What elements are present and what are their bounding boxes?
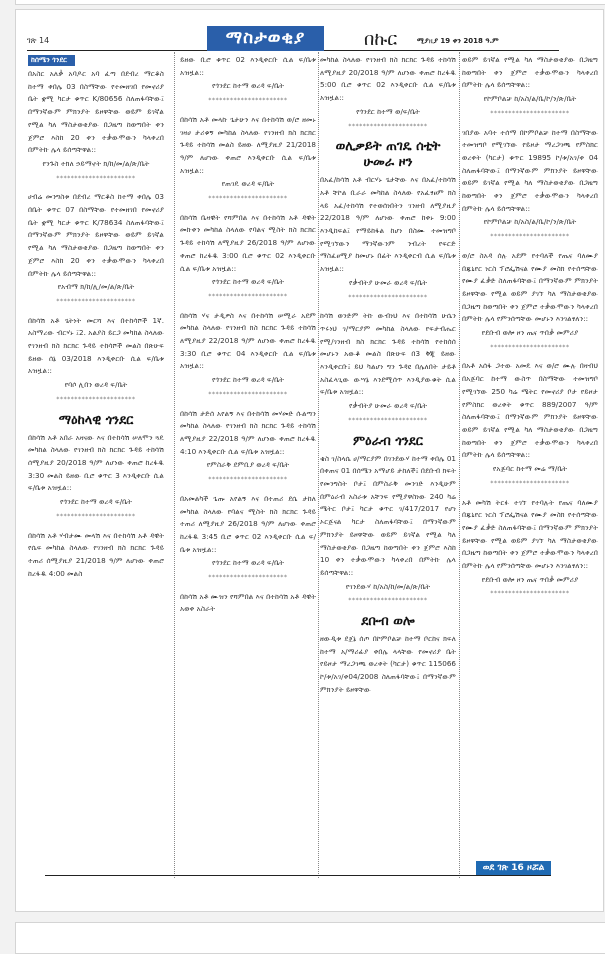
notice-signature: የጎንደር ከተማ ወረዳ ፍ/ቤት [212, 81, 284, 91]
notice-body: በከሳሽ ታድሰ አየልኝ እና በተከሳሽ መሃመድ ሱልጣን መካከል ስላለው የገንዘብ ክስ ክርክር ጉዳይ ተከሳሽ ለሚያዚያ 22/2018 ዓ/ም ለሆነው ቀጠሮ ከረፋዱ 4:10 እንዲቀርቡ ሲል ፍ/ቤቱ አዝዟል:: [180, 408, 316, 456]
notice-signature: የኮምቦልቻ ከ/አስ/ል/ቤ/ኮ/ን/ጽ/ቤት [483, 94, 577, 104]
notice-body: ወይም ይገኛል የሚል ካለ ማስታወቂያው በጋዜጣ ከወጣበት ቀን ጀምሮ ተቃውሞውን ካላቀረበ በምትኩ ሌላ ይሰጣቸዋል:: [462, 55, 598, 90]
separator-stars: ********************** [348, 416, 428, 424]
separator-stars: ********************** [348, 597, 428, 605]
separator-stars: ********************** [208, 292, 288, 300]
page-number: ገጽ 14 [27, 36, 50, 45]
notice [28, 68, 164, 185]
notice-body: በአስር አለቃ አባዶር አባ ፈጣ በደብረ ማርቆስ ከተማ ቀበሌ 03 በስማቸው የተመዘገበ የመኖሪያ ቤት ቋሚ ካርታ ቁጥር K/80656 ስለጠፋባቸው፤ በማንኛውም ምክንያት ይዞዋቸው ወይም ይገኛል የሚል ካለ ማስታወቂያው በጋዜጣ ከወጣበት ቀን ጀምሮ እስከ 20 ቀን ተቃውሞውን ካላቀረበ በምትኩ ሌላ ይሰጣቸዋል:: [28, 69, 164, 155]
notice-body: ከሳሽ ወንድም ትኩ ውብነህ እና በተከሳሽ ሁሴን ጥሩነህ ገ/ማርያም መካከል ስላለው የፍታብሔር የሚ/ገንዘብ ክስ ክርክር ጉዳይ ተከሳሽ የተከሰሰ መሆኑን አውቆ መልስ በጽሁፍ በ3 ቅጂ ይዘው እንዲቀርቡ፤ ይህ ካልሆነ ግን ጉዳዩ በሌለበት ታይቶ አስፈላጊው ውሣኔ እንደሚሰጥ እንዲያውቁት ሲል ፍ/ቤቱ አዝዟል:: [320, 311, 456, 397]
notice-signature: የገንደውሃ ከ/አስ/ከ/መ/ል/ጽ/ቤት [345, 581, 431, 591]
notice-signature: የንጉስ ተክለ ኃይማኖት ክ/ከ/መ/ል/ጽ/ቤት [42, 158, 150, 168]
notice [180, 310, 316, 402]
notice [462, 127, 598, 244]
notice-signature: የደቡብ ወሎ ዞን ጤና ጥበቃ መምሪያ [481, 328, 579, 338]
notice [320, 174, 456, 304]
notice-body: ሀብሬ መንግስቱ በደብረ ማርቆስ ከተማ ቀበሌ 03 በቤት ቁጥር 07 በስማቸው የተመዘገበ የመኖሪያ ቤት ቋሚ ካርታ ቁጥር K/78634 ስለጠፋባቸው፤ በማንኛውም ምክንያት ይዞዋቸው ወይም ይገኛል የሚል ካለ ማስታወቂያው በጋዜጣ ከወጣበት ቀን ጀምሮ እስከ 20 ቀን ተቃውሞውን ካላቀረበ በምትኩ ሌላ ይሰጣቸዋል:: [28, 192, 164, 278]
notice [180, 408, 316, 487]
footer-rule [45, 875, 551, 876]
separator-stars: ********************** [490, 590, 570, 598]
notice [320, 310, 456, 427]
separator-stars: ********************** [208, 476, 288, 484]
separator-stars: ********************** [208, 574, 288, 582]
separator-stars: ********************** [490, 109, 570, 117]
notice-body: በአመልካች ጌጡ አየልኝ እና በተጠሪ ደሴ ታከለ መካከል ስላለው የባልና ሚስት ክስ ክርክር ጉዳይ ተጠሪ ለሚያዚያ 26/2018 ዓ/ም ለሆነው ቀጠሮ ከረፋዱ 3:45 ቢሮ ቁጥር 02 እንዲቀርቡ ሲል ፍ/ቤቱ አዝዟል:: [180, 493, 316, 554]
column-3 [320, 54, 456, 872]
notice-signature: የቃብትያ ሁመራ ወረዳ ፍ/ቤት [348, 401, 428, 411]
column-divider [174, 52, 175, 878]
notice-signature: የቃብትያ ሁመራ ወረዳ ፍ/ቤት [348, 277, 428, 287]
notice-body: ገበያው አባተ ተሰማ በኮምቦልቻ ከተማ በስማቸው ተመዝግቦ የሚገኘው የይዞታ ማረጋገጫ የምስክር ወረቀት (ካርታ) ቁጥር 19895 ኮ/ቱ/አገ/ቀ 04 ስለጠፋባቸው፤ በማንኛውም ምክንያት ይዞዋቸው ወይም ይገኛል የሚል ካለ ማስታወቂያው በጋዜጣ ከወጣበት ቀን ጀምሮ ተቃውሞውን ካላቀረበ በምትኩ ሌላ ይሰጣቸዋል:: [462, 127, 598, 213]
region-heading: ወሊቃይት ጠገዴ ሰቲት ሁመራ ዞን [335, 139, 441, 171]
notice [320, 633, 456, 697]
notice-body: ዘውዲቱ ደጀኔ ሰጦ በኮምቦልቻ ከተማ ቦርከና ክፍለ ከተማ አ/ማሪፊያ ቀበሌ ላላቸው የመኖሪያ ቤት የይዞታ ማረጋገጫ ወረቀት (ካርታ) ቁጥር 115066 ኮ/ቱ/አገ/ቀ04/2008 ስለጠፋባቸው፤ በማንኛውም ምክንያት ይዞዋቸው [320, 634, 456, 694]
column-4 [462, 54, 598, 872]
notice [320, 54, 456, 133]
notice [180, 54, 316, 108]
separator-stars: ********************** [56, 395, 136, 403]
notice [180, 493, 316, 585]
notice-body: ቄስ ገ/ስላሴ ሀ/ማርያም በገንደውሃ ከተማ ቀበሌ 01 በቀጠና 01 በሰሜን አማሆይ ታከለች፤ በደቡብ ክፍት የመንግስት ቦታ፤ በምስራቅ መንገድ እንዲሁም በምዕራብ አስራቱ አቸንፍ የሚያዋስነው 240 ካሬ ሜትር ቦታ፤ ካርታ ቁጥር ገ/417/2017 የሆነ ኦርጅናል ካርታ ስለጠፋባቸው፤ በማንኛውም ምክንያት ይዞዋቸው ወይም ይገኛል የሚል ካለ ማስታወቂያው በጋዜጣ ከወጣበት ቀን ጀምሮ እስከ 10 ቀን ተቃውሞውን ካላቀረበ በምትኩ ሌላ ይሰጣቸዋል:: [320, 453, 456, 577]
notice [462, 54, 598, 121]
masthead-advertisement: ማስታወቂያ [207, 26, 324, 51]
next-page-edge [15, 922, 605, 954]
separator-stars: ********************** [56, 174, 136, 182]
notice [462, 250, 598, 355]
notice [180, 591, 316, 616]
continued-on-page-tag: ወደ ገጽ 16 ዞሯል [476, 861, 551, 876]
notice-signature: የጎንደር ከተማ ወረዳ ፍ/ቤት [60, 497, 132, 507]
notice [28, 191, 164, 308]
notice-body: በከሳሽ አቶ ሃብታሙ መላሽ እና በተከሳሽ አቶ ዳዊት የሴፍ መካከል ስላለው የገንዘብ ክስ ክርክር ጉዳይ ተጠሪ ሰሚያዚያ 21/2018 ዓ/ም ለሆነው ቀጠሮ ከረፋዱ 4:00 መልስ [28, 530, 164, 578]
notice-signature: የኮምቦልቻ ከ/አስ/ል/ቤ/ኮ/ን/ጽ/ቤት [483, 217, 577, 227]
column-divider [459, 52, 460, 878]
notice [180, 212, 316, 304]
notice-signature: የአጅባር ከተማ መሬ ማ/ቤት [492, 464, 568, 474]
page-header [27, 28, 559, 51]
notice [320, 453, 456, 608]
notice-signature: የምስራቅ ደምቢያ ወረዳ ፍ/ቤት [206, 460, 290, 470]
column-1 [28, 54, 164, 872]
column-2 [180, 54, 316, 872]
notice-signature: የጎንደር ከተማ ወረዳ ፍ/ቤት [212, 375, 284, 385]
notice [462, 497, 598, 602]
column-divider [318, 52, 319, 878]
notice-body: መካከል ስላለው የገንዘብ ክስ ክርክር ጉዳይ ተከሳሽ ለሚያዚያ 20/2018 ዓ/ም ለሆነው ቀጠሮ ከረፋዱ 5:00 ቢሮ ቁጥር 02 እንዲቀርቡ ሲል ፍ/ቤቱ አዝዟል:: [320, 55, 456, 103]
separator-stars: ********************** [348, 122, 428, 130]
paper-name: በኩር [364, 29, 398, 50]
separator-stars: ********************** [208, 97, 288, 105]
notice-signature: የጎንደር ከተማ ወረዳ ፍ/ቤት [212, 558, 284, 568]
separator-stars: ********************** [208, 195, 288, 203]
notice [28, 432, 164, 524]
region-heading: ማዕከላዊ ጎንደር [58, 412, 134, 428]
notice-body: በከሳሽ ቤዛዊት የሻምበል እና በተከሳሽ አቶ ዳዊት መኩቀን መካከል ስላለው የባልና ሚስት ክስ ክርክር ጉዳይ ተከሳሽ ለሚያዚያ 26/2018 ዓ/ም ለሆነው ቀጠሮ ከረፋዱ 3:00 ቢሮ ቁጥር 02 እንዲቀርቡ ሲል ፍ/ቤቱ አዝዟል:: [180, 212, 316, 273]
notice-body: በከሳሽ አቶ መላኩ ጌታሁን እና በተከሳሽ ወ/ሮ ዘመኑ ገዛሀ ታሪቁኝ መካከል ስላለው የገንዘብ ክስ ክርክር ጉዳይ ተከሳሽ መልስ ይዘው ለሚያዚያ 21/2018 ዓ/ም ለሆነው ቀጠሮ እንዲቀርቡ ሲል ፍ/ቤቱ አዝዟል:: [180, 114, 316, 175]
separator-stars: ********************** [490, 343, 570, 351]
region-heading: ደቡብ ወሎ [361, 614, 415, 630]
notice-body: በከሳሽ ሃና ታዲዎስ እና በተከሳሽ ሠሚራ አደም መካከል ስላለው የገንዘብ ክስ ክርክር ጉዳይ ተከሳሽ ለሚያዚያ 22/2018 ዓ/ም ለሆነው ቀጠሮ ከረፋዱ 3:30 ቢሮ ቁጥር 04 እንዲቀርቡ ሲል ፍ/ቤቱ አዝዟል:: [180, 310, 316, 371]
notice-body: በከሳሽ አቶ ጌትነት መርሻ እና በተከሳሾች 1ኛ. አስማረው ብርሃኑ ፤2. አልያስ ይርጋ መካከል ስላለው የገንዘብ ክስ ክርክር ጉዳይ ተከሳሾች መልስ በጽሁፍ ይዘው ሰኔ 03/2018 እንዲቀርቡ ሲል ፍ/ቤቱ አዝዟል:: [28, 315, 164, 376]
notice-signature: የአብማ ክ/ከ/ሊ/መ/ል/ጽ/ቤት [57, 282, 135, 292]
notice-body: ይዘው ቢሮ ቁጥር 02 እንዲቀርቡ ሲል ፍ/ቤቱ አዝዟል:: [180, 55, 316, 77]
separator-stars: ********************** [490, 479, 570, 487]
region-heading: ምዕራብ ጎንደር [353, 433, 423, 449]
separator-stars: ********************** [56, 297, 136, 305]
notice-signature: የጠገዴ ወረዳ ፍ/ቤት [221, 179, 275, 189]
notice [28, 315, 164, 407]
notice-body: አቶ መካሽ ትርፉ ተገኘ የተባሉት የጤና ባለሙያ በጁኒየር ነርስ ፕሮፌሽናል የሙያ መስክ የተሰጣቸው የሙያ ፈቃድ ስለጠፋባቸው፤ በማንኛውም ምክንያት ይዞዋቸው የሚል ወይም ያገኘ ካለ ማስታወቂያው በጋዜጣ ከወጣበት ቀን ጀምሮ ተቃውሞውን ካላቀረበ በምትኩ ሌላ የምንሰጣቸው መሆኑን እንገልፃለን:: [462, 497, 598, 571]
separator-stars: ********************** [208, 390, 288, 398]
separator-stars: ********************** [56, 512, 136, 520]
section-tag: ከሰሜን ጎንደር [28, 55, 75, 66]
previous-page-edge [15, 0, 605, 5]
notice [180, 114, 316, 206]
notice-signature: የጎንደር ከተማ ወረዳ ፍ/ቤት [212, 277, 284, 287]
issue-date: ሚያዚያ 19 ቀን 2018 ዓ.ም [417, 37, 499, 45]
notice-body: በአፈ/ከሳሽ አቶ ብርሃኑ ጌታቸው እና በአፈ/ተከሳሽ አቶ ቸኮል ቢራራ መካከል ስላለው የአፈፃፀም ክስ ላይ አፈ/ተከሳሽ የተወሰነበትን ገንዘብ ለሚያዚያ 22/2018 ዓ/ም ለሆነው ቀጠሮ ከቀኑ 9:00 እንዲከፍል፤ የማይከፋል ከሆነ በስሙ ተመዝግቦ የሚገኘውን ማንኛውንም ንብረት የፍርድ ማስፈፀሚያ ከመሆኑ በፊት እንዲቀርብ ሲል ፍ/ቤቱ አዝዟል:: [320, 175, 456, 274]
notice-body: በከሳሽ አቶ አበራ አዛናው እና በተከሳሽ ሠለሞን ጓዴ መካከል ስላለው የገንዘብ ክስ ክርክር ጉዳይ ተከሳሽ ሰሚያዚያ 20/2018 ዓ/ም ለሆነው ቀጠሮ ከረፋዱ 3:30 መልስ ይዘው ቢሮ ቁጥር 3 እንዲቀርቡ ሲል ፍ/ቤቱ አዝዟል:: [28, 432, 164, 493]
notice-signature: የባሶ ሊበን ወረዳ ፍ/ቤት [64, 380, 128, 390]
notice [462, 360, 598, 490]
notice [28, 530, 164, 581]
separator-stars: ********************** [348, 293, 428, 301]
notice-signature: የጎንደር ከተማ ወ/ፍ/ቤት [356, 106, 420, 116]
notice-body: በከሳሽ አቶ ሙዝን የሻምበል እና በተከሳሽ አቶ ዳዊት አወቀ አስራት [180, 591, 316, 614]
separator-stars: ********************** [490, 233, 570, 241]
notice-signature: የደቡብ ወሎ ዞን ጤና ጥበቃ መምሪያ [481, 574, 579, 584]
notice-body: በአቶ አሰፋ ጋተው አመዴ እና ወ/ሮ ሙሉ በዛብህ በአጅባር ከተማ ውስጥ በስማቸው ተመዝግቦ የሚገኘው 250 ካሬ ሜትር የመኖሪያ ቦታ የይዞታ የምስክር ወረቀት ቁጥር 889/2007 ዓ/ም ስለጠፋባቸው፤ በማንኛውም ምክንያት ይዞዋቸው ወይም ይገኛል የሚል ካለ ማስታወቂያው በጋዜጣ ከወጣበት ቀን ጀምሮ ተቃውሞውን ካላቀረበ በምትኩ ሌላ ይሰጣቸዋል:: [462, 361, 598, 460]
notice-body: ወ/ሮ ስአዳ ሰሉ አደም የተባለች የጤና ባለሙያ በጁኒየር ነርስ ፕሮፌሽናል የሙያ መስክ የተሰጣቸው የሙያ ፈቃድ ስለጠፋባቸው፤ በማንኛውም ምክንያት ይዞዋቸው የሚል ወይም ያገኘ ካለ ማስታወቂያው በጋዜጣ ከወጣበት ቀን ጀምሮ ተቃውሞውን ካላቀረበ በምትኩ ሌላ የምንሰጣቸው መሆኑን እንገልፃለን:: [462, 250, 598, 324]
